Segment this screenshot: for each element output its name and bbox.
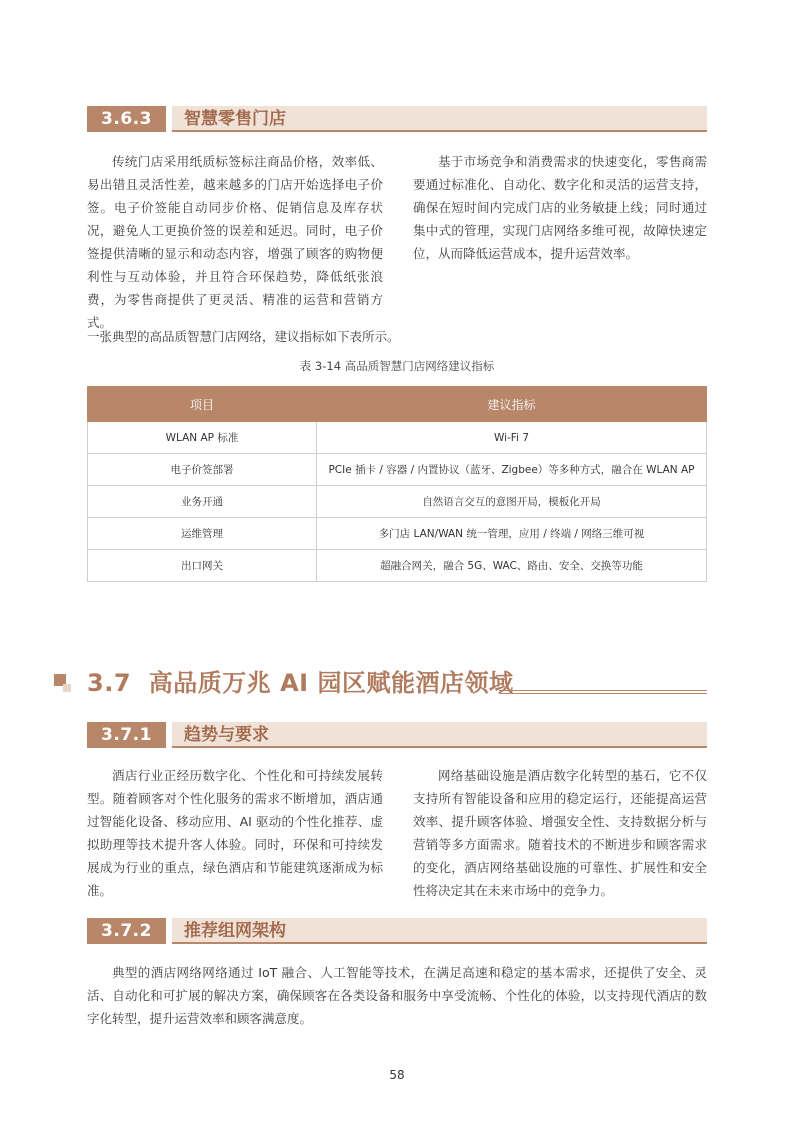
- section-heading-3-7: [87, 666, 513, 700]
- section-number: 3.6.3: [87, 106, 166, 132]
- section-title: 智慧零售门店: [184, 109, 286, 129]
- section-number: 3.7: [87, 669, 132, 697]
- section-title: 推荐组网架构: [184, 921, 286, 941]
- table-row: [88, 486, 707, 518]
- section-header-3-6-3: [87, 106, 707, 132]
- spec-table: [87, 386, 707, 582]
- paragraph-left: 酒店行业正经历数字化、个性化和可持续发展转型。随着顾客对个性化服务的需求不断增加，酒店通过智能化设备、移动应用、AI 驱动的个性化推荐、虚拟助理等技术提升客人体验。同时，环保和可持续发展成为行业的重点，绿色酒店和节能建筑逐渐成为标准。: [87, 768, 383, 898]
- table-intro: 一张典型的高品质智慧门店网络，建议指标如下表所示。: [87, 329, 400, 344]
- table-header-cell: 项目: [88, 387, 317, 422]
- section-number: 3.7.1: [87, 722, 166, 748]
- table-cell: 自然语言交互的意图开局，模板化开局: [317, 486, 707, 518]
- paragraph-left: 传统门店采用纸质标签标注商品价格，效率低、易出错且灵活性差，越来越多的门店开始选择电子价签。电子价签能自动同步价格、促销信息及库存状况，避免人工更换价签的误差和延迟。同时，电子价签提供清晰的显示和动态内容，增强了顾客的购物便利性与互动体验，并且符合环保趋势，降低纸张浪费，为零售商提供了更灵活、精准的运营和营销方式。: [87, 154, 383, 330]
- paragraph-right: 基于市场竞争和消费需求的快速变化，零售商需要通过标准化、自动化、数字化和灵活的运营支持，确保在短时间内完成门店的业务敏捷上线；同时通过集中式的管理，实现门店网络多维可视，故障快速定位，从而降低运营成本，提升运营效率。: [413, 154, 707, 261]
- table-cell: PCIe 插卡 / 容器 / 内置协议（蓝牙、Zigbee）等多种方式，融合在 WLAN AP: [317, 454, 707, 486]
- table-caption: 表 3-14 高品质智慧门店网络建议指标: [299, 359, 495, 373]
- table-cell: 出口网关: [88, 550, 317, 582]
- table-cell: 超融合网关，融合 5G、WAC、路由、安全、交换等功能: [317, 550, 707, 582]
- table-row: [88, 550, 707, 582]
- section-header-3-7-2: [87, 918, 707, 944]
- heading-rule: [499, 693, 707, 694]
- table-row: [88, 422, 707, 454]
- table-cell: 电子价签部署: [88, 454, 317, 486]
- table-cell: 多门店 LAN/WAN 统一管理，应用 / 终端 / 网络三维可视: [317, 518, 707, 550]
- section-header-3-7-1: [87, 722, 707, 748]
- table-header-cell: 建议指标: [317, 387, 707, 422]
- page-number: 58: [389, 1068, 405, 1082]
- table-row: [88, 454, 707, 486]
- section-title: 趋势与要求: [184, 725, 269, 745]
- table-cell: 运维管理: [88, 518, 317, 550]
- paragraph-body: 典型的酒店网络网络通过 IoT 融合、人工智能等技术，在满足高速和稳定的基本需求，还提供了安全、灵活、自动化和可扩展的解决方案，确保顾客在各类设备和服务中享受流畅、个性化的体验，以支持现代酒店的数字化转型，提升运营效率和顾客满意度。: [87, 965, 707, 1026]
- paragraph-right: 网络基础设施是酒店数字化转型的基石，它不仅支持所有智能设备和应用的稳定运行，还能提高运营效率、提升顾客体验、增强安全性、支持数据分析与营销等多方面需求。随着技术的不断进步和顾客需求的变化，酒店网络基础设施的可靠性、扩展性和安全性将决定其在未来市场中的竞争力。: [413, 768, 707, 898]
- section-number: 3.7.2: [87, 918, 166, 944]
- heading-rule: [499, 690, 707, 691]
- table-cell: Wi-Fi 7: [317, 422, 707, 454]
- table-row: [88, 518, 707, 550]
- section-title: 高品质万兆 AI 园区赋能酒店领域: [148, 669, 514, 697]
- table-cell: 业务开通: [88, 486, 317, 518]
- table-cell: WLAN AP 标准: [88, 422, 317, 454]
- table-header-row: [88, 387, 707, 422]
- section-marker-square-light: [63, 684, 71, 692]
